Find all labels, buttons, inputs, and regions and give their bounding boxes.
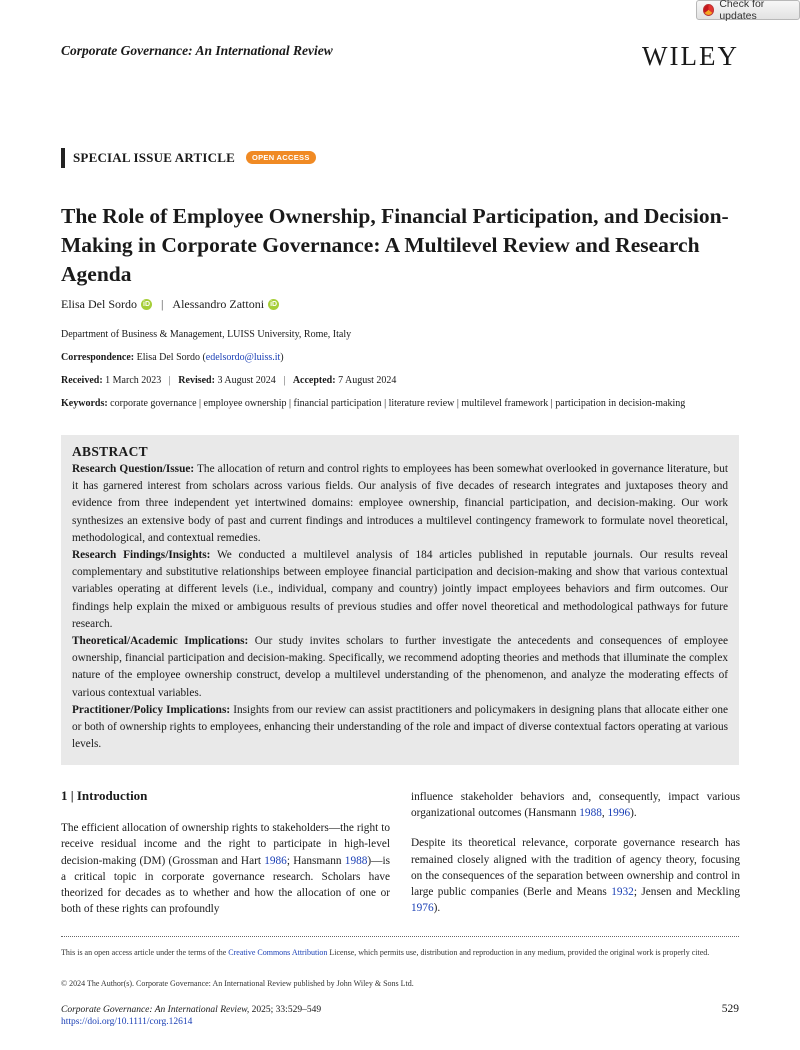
body-paragraph [61, 820, 390, 917]
revised-date: 3 August 2024 [217, 375, 276, 386]
body-text: ). [433, 902, 441, 915]
publisher-logo: WILEY [642, 41, 739, 71]
orcid-icon[interactable]: iD [270, 301, 278, 308]
keywords [61, 397, 741, 410]
abstract-section [72, 547, 728, 633]
article-type-label: SPECIAL ISSUE ARTICLE [73, 150, 235, 165]
author-list [61, 297, 279, 312]
license-text: This is an open access article under the terms of the [61, 948, 229, 957]
body-text: The efficient allocation of ownership rights to stakeholders—the right to receive residual income and the right to participate in high-level decision-making (DM) (Grossman and Hart [61, 822, 390, 867]
orcid-icon[interactable]: iD [143, 301, 150, 308]
abstract-box [61, 435, 739, 765]
correspondence-email-link[interactable]: edelsordo@luiss.it [205, 352, 281, 363]
body-text: Despite its theoretical relevance, corporate governance research has remained closely aligned with the tradition of agency theory, focusing on the consequences of the separation between ownership and control in large public companies (Berle and Means [411, 837, 740, 899]
date-separator: | [283, 375, 286, 386]
correspondence-close: ) [280, 352, 284, 363]
article-dates [61, 375, 396, 386]
body-text: ). [630, 807, 637, 820]
article-title: The Role of Employee Ownership, Financial Participation, and Decision-Making in Corporate Governance: A Multilevel Review and Research Agenda [61, 204, 729, 286]
abstract-section [72, 633, 728, 702]
correspondence-name: Elisa Del Sordo ( [136, 352, 206, 363]
citation-volume: 2025; 33:529–549 [249, 1005, 322, 1015]
received-label: Received: [61, 375, 103, 386]
author-name[interactable]: Alessandro Zattoni [172, 297, 265, 311]
article-type-bar [61, 148, 65, 168]
citation-link[interactable]: 1996 [607, 807, 631, 820]
date-separator: | [168, 375, 171, 386]
accepted-date: 7 August 2024 [338, 375, 397, 386]
article-citation [61, 1004, 321, 1028]
license-link[interactable]: Creative Commons Attribution [228, 948, 328, 957]
check-for-updates-label: Check for updates [719, 0, 765, 22]
abstract-section-text: Our study invites scholars to further investigate the antecedents and consequences of employee ownership, financial participation and decision-making. Specifically, we recommend adopting theories and methods that illuminate the complex nature of the employee ownership construct, develop a multilevel understanding of the phenomenon, and analyze the moderating effects of various contextual variables. [72, 635, 728, 699]
correspondence [61, 352, 284, 363]
check-for-updates-button[interactable] [696, 0, 800, 20]
accepted-label: Accepted: [292, 375, 336, 386]
citation-link[interactable]: 1986 [264, 854, 287, 867]
citation-link[interactable]: 1988 [579, 807, 602, 820]
body-text: )—is a critical topic in corporate governance research. Scholars have theorized for decades as to whether and how the allocation of one or both of these rights can profoundly [61, 854, 390, 916]
citation-journal: Corporate Governance: An International Review, [61, 1005, 250, 1015]
abstract-section-label: Research Question/Issue: [72, 463, 195, 475]
footer-divider [61, 936, 739, 937]
abstract-section-text: Insights from our review can assist practitioners and policymakers in designing plans that allocate either one or both of ownership rights to employees, enhancing their understanding of the role and impact of diverse contextual factors operating at various levels. [72, 703, 728, 751]
body-text: ; Jensen and Meckling [633, 886, 740, 899]
abstract-section [72, 702, 728, 754]
citation-link[interactable]: 1976 [411, 902, 434, 915]
keywords-text: corporate governance | employee ownership | financial participation | literature review | multilevel framework | participation in decision-making [110, 398, 686, 409]
page-number: 529 [721, 1003, 739, 1015]
abstract-section-label: Research Findings/Insights: [72, 549, 211, 562]
body-paragraph [411, 835, 740, 916]
license-text: License, which permits use, distribution and reproduction in any medium, provided the original work is properly cited. [327, 948, 710, 957]
body-paragraph [411, 789, 740, 821]
open-access-badge: OPEN ACCESS [246, 151, 316, 164]
citation-link[interactable]: 1988 [344, 854, 368, 867]
license-note [61, 946, 741, 959]
body-text: influence stakeholder behaviors and, consequently, impact various organizational outcomes (Hansmann [411, 791, 740, 820]
abstract-heading: ABSTRACT [72, 444, 148, 459]
abstract-section [72, 461, 728, 547]
crossmark-icon [703, 4, 714, 16]
abstract-section-text: We conducted a multilevel analysis of 184 articles published in reputable journals. Our results reveal complementary and substitutive relationships between employee financial participation and decision-making and show that various contextual variables operating at different levels (i.e., individual, company and country) jointly impact employees behaviors and firm outcomes. Our findings help explain the mixed or ambiguous results of previous studies and offer novel theoretical and methodological pathways for future research. [72, 549, 728, 630]
revised-label: Revised: [178, 375, 215, 386]
body-text: ; Hansmann [286, 854, 345, 867]
keywords-label: Keywords: [61, 398, 108, 409]
abstract-section-text: The allocation of return and control rights to employees has been somewhat overlooked in governance literature, but it has garnered interest from scholars across various fields. Our analysis of five decades of research integrates and juxtaposes theory and evidence from three independent yet intertwined domains: employee ownership, financial participation, and decision-making. Our work synthesizes an extensive body of past and current findings and introduces a multilevel contingency framework to formulate novel theoretical, methodological, and contextual remedies. [72, 463, 728, 544]
body-text: , [601, 807, 608, 820]
body-column-left [61, 788, 390, 931]
doi-link[interactable]: https://doi.org/10.1111/corg.12614 [61, 1017, 193, 1027]
body-column-right [411, 789, 740, 930]
correspondence-label: Correspondence: [61, 352, 135, 363]
received-date: 1 March 2023 [105, 375, 162, 386]
section-heading: 1 | Introduction [61, 788, 148, 803]
affiliation: Department of Business & Management, LUISS University, Rome, Italy [61, 329, 352, 340]
abstract-section-label: Practitioner/Policy Implications: [72, 703, 231, 716]
copyright-note: © 2024 The Author(s). Corporate Governance: An International Review published by John Wiley & Sons Ltd. [61, 979, 414, 988]
author-name[interactable]: Elisa Del Sordo [61, 297, 137, 311]
abstract-section-label: Theoretical/Academic Implications: [72, 635, 249, 648]
citation-link[interactable]: 1932 [611, 886, 634, 899]
author-separator: | [161, 297, 164, 311]
journal-name: Corporate Governance: An International Review [61, 43, 333, 58]
